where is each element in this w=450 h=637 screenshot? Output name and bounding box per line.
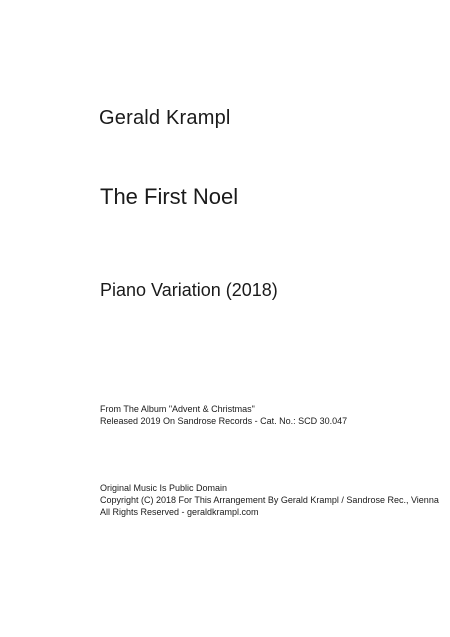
album-info xyxy=(100,403,347,427)
album-line-2: Released 2019 On Sandrose Records - Cat. No.: SCD 30.047 xyxy=(100,416,348,426)
rights-info xyxy=(100,482,439,518)
rights-line-1: Original Music Is Public Domain xyxy=(100,483,228,493)
album-line-1: From The Album "Advent & Christmas" xyxy=(100,404,255,414)
piece-title: The First Noel xyxy=(100,184,239,209)
composer-name: Gerald Krampl xyxy=(99,107,231,129)
rights-line-3: All Rights Reserved - geraldkrampl.com xyxy=(100,507,259,517)
rights-line-2: Copyright (C) 2018 For This Arrangement By Gerald Krampl / Sandrose Rec., Vienna xyxy=(100,495,439,505)
piece-subtitle: Piano Variation (2018) xyxy=(100,280,278,300)
